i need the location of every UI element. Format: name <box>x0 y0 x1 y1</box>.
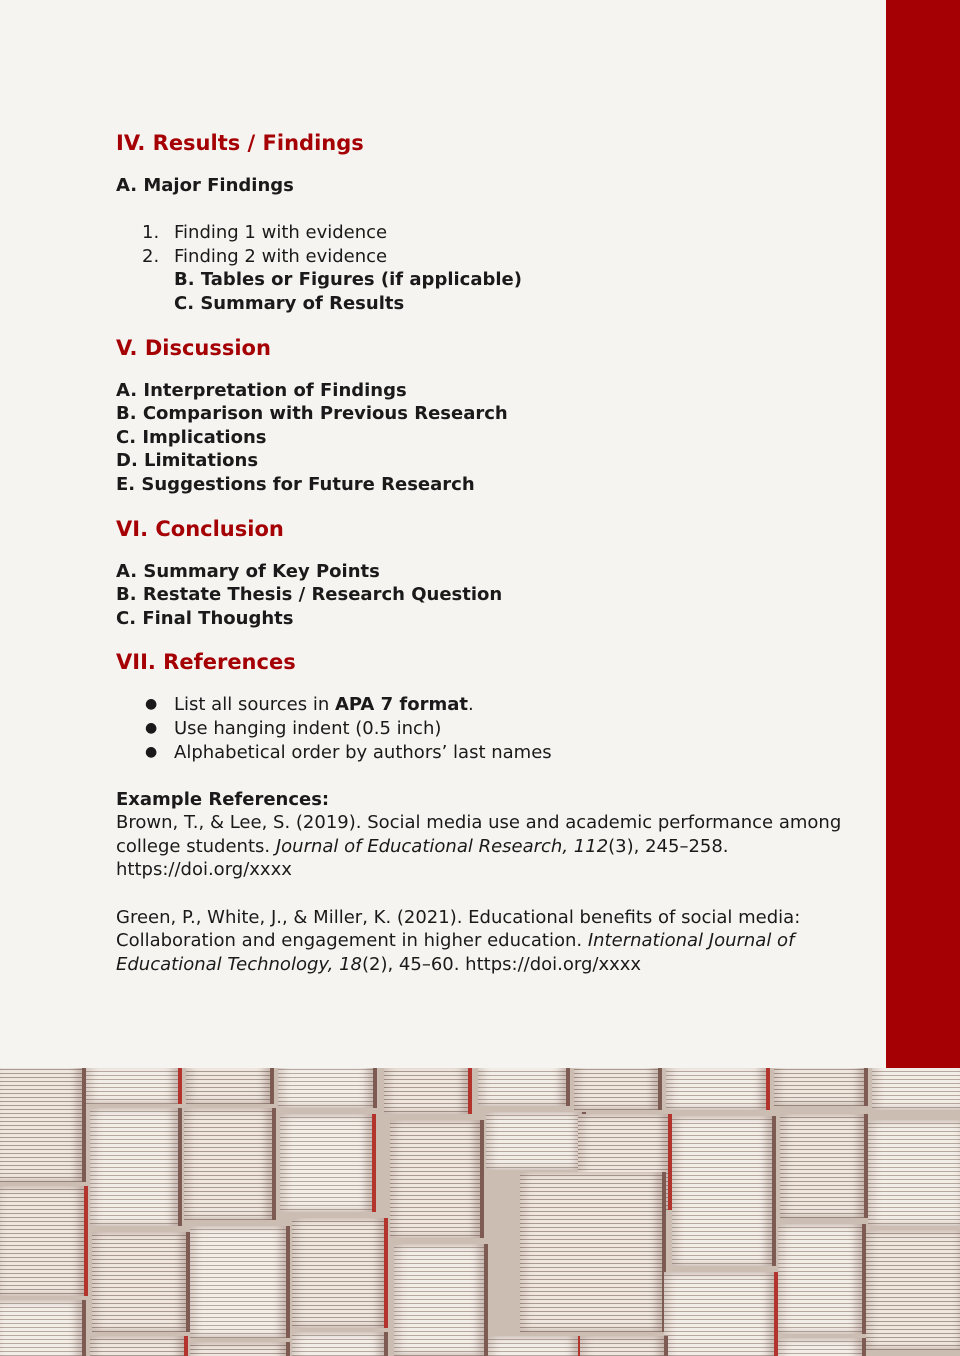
book-page <box>866 1230 960 1350</box>
document-content <box>116 127 856 976</box>
book-page <box>0 1068 86 1182</box>
book-page <box>872 1068 960 1110</box>
subheading-major-findings: A. Major Findings <box>116 175 294 196</box>
conclusion-item: C. Final Thoughts <box>116 607 294 629</box>
references-guidelines-list <box>116 693 856 764</box>
book-page <box>774 1068 868 1106</box>
conclusion-item: A. Summary of Key Points <box>116 560 380 582</box>
example-references-title: Example References: <box>116 788 330 810</box>
discussion-item: C. Implications <box>116 426 267 448</box>
book-page <box>186 1068 274 1104</box>
book-page <box>486 1112 586 1170</box>
section-heading-conclusion: VI. Conclusion <box>116 516 284 541</box>
open-books-photo <box>0 1068 960 1356</box>
book-page <box>780 1114 868 1218</box>
book-page <box>394 1244 488 1356</box>
book-page <box>278 1068 377 1108</box>
list-item: 2. Finding 2 with evidence <box>142 245 388 267</box>
book-page <box>184 1108 276 1220</box>
book-page <box>0 1186 88 1296</box>
book-page <box>384 1068 472 1114</box>
book-page <box>778 1224 866 1334</box>
book-page <box>90 1108 182 1226</box>
list-item: ● Use hanging indent (0.5 inch) <box>145 717 442 739</box>
book-page <box>86 1068 182 1104</box>
book-page <box>672 1116 776 1266</box>
book-page <box>390 1120 484 1238</box>
book-page <box>868 1120 960 1226</box>
book-page <box>190 1226 290 1338</box>
subheading-summary-results: C. Summary of Results <box>174 292 405 314</box>
list-item: ● List all sources in APA 7 format. <box>145 694 474 716</box>
discussion-item: B. Comparison with Previous Research <box>116 403 508 425</box>
book-page <box>778 1338 866 1356</box>
findings-list <box>116 221 856 268</box>
book-page <box>190 1342 290 1356</box>
book-page <box>90 1336 188 1356</box>
bullet-icon: ● <box>145 719 158 736</box>
book-page <box>92 1232 190 1332</box>
conclusion-item: B. Restate Thesis / Research Question <box>116 584 503 606</box>
book-page <box>664 1272 778 1356</box>
book-page <box>280 1114 376 1212</box>
decorative-red-bar <box>886 0 960 1068</box>
discussion-item: E. Suggestions for Future Research <box>116 473 475 495</box>
book-page <box>520 1172 666 1332</box>
book-page <box>488 1336 582 1356</box>
section-heading-results: IV. Results / Findings <box>116 131 364 155</box>
bullet-icon: ● <box>145 696 158 713</box>
discussion-item: D. Limitations <box>116 450 259 472</box>
book-page <box>292 1332 388 1356</box>
section-heading-discussion: V. Discussion <box>116 335 271 360</box>
subheading-tables-figures: B. Tables or Figures (if applicable) <box>174 269 522 291</box>
section-heading-references: VII. References <box>116 650 296 675</box>
reference-entry: Green, P., White, J., & Miller, K. (2021). Educational benefits of social media: Collaboration and engagement in higher education. International Journal of Educational Technology, 18(2), 45–60. https://doi.org/xxxx <box>116 906 801 975</box>
book-page <box>574 1068 662 1110</box>
book-page <box>580 1336 668 1356</box>
book-page <box>292 1218 388 1328</box>
bullet-icon: ● <box>145 743 158 760</box>
book-page <box>478 1068 570 1106</box>
list-item: 1. Finding 1 with evidence <box>142 222 388 244</box>
book-page <box>0 1300 86 1356</box>
discussion-item: A. Interpretation of Findings <box>116 379 407 401</box>
book-page <box>666 1068 770 1110</box>
reference-entry: Brown, T., & Lee, S. (2019). Social media use and academic performance among college students. Journal of Educational Research, 112(3), 245–258. https://doi.org/xxxx <box>116 812 842 881</box>
list-item: ● Alphabetical order by authors’ last names <box>145 741 552 763</box>
